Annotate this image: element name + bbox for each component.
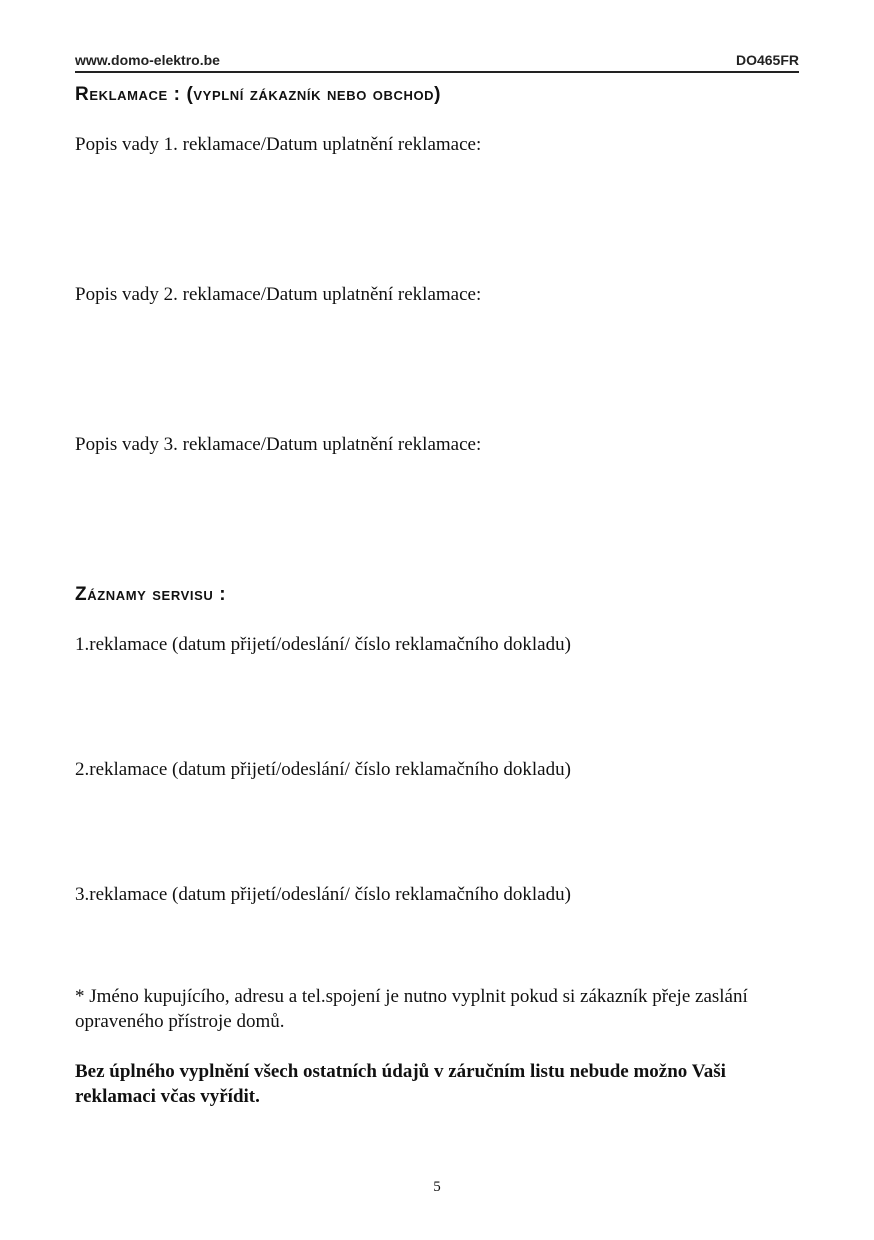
complaint-section-title: Reklamace : (vyplní zákazník nebo obchod)	[75, 84, 442, 105]
warning-note: Bez úplného vyplnění všech ostatních údajů v záručním listu nebude možno Vaši reklamaci včas vyřídit.	[75, 1061, 726, 1107]
service-item-2: 2.reklamace (datum přijetí/odeslání/ číslo reklamačního dokladu)	[75, 759, 571, 780]
header-website: www.domo-elektro.be	[75, 52, 220, 68]
complaint-item-2: Popis vady 2. reklamace/Datum uplatnění reklamace:	[75, 284, 482, 305]
header-model: DO465FR	[735, 52, 799, 68]
service-section-title: Záznamy servisu :	[75, 584, 227, 605]
service-item-3: 3.reklamace (datum přijetí/odeslání/ číslo reklamačního dokladu)	[75, 884, 571, 905]
footnote: * Jméno kupujícího, adresu a tel.spojení je nutno vyplnit pokud si zákazník přeje zaslání opraveného přístroje domů.	[75, 986, 748, 1032]
service-item-1: 1.reklamace (datum přijetí/odeslání/ číslo reklamačního dokladu)	[75, 634, 571, 655]
header-divider	[75, 71, 799, 73]
complaint-item-3: Popis vady 3. reklamace/Datum uplatnění reklamace:	[75, 434, 482, 455]
page-number: 5	[433, 1179, 441, 1195]
complaint-item-1: Popis vady 1. reklamace/Datum uplatnění reklamace:	[75, 134, 482, 155]
